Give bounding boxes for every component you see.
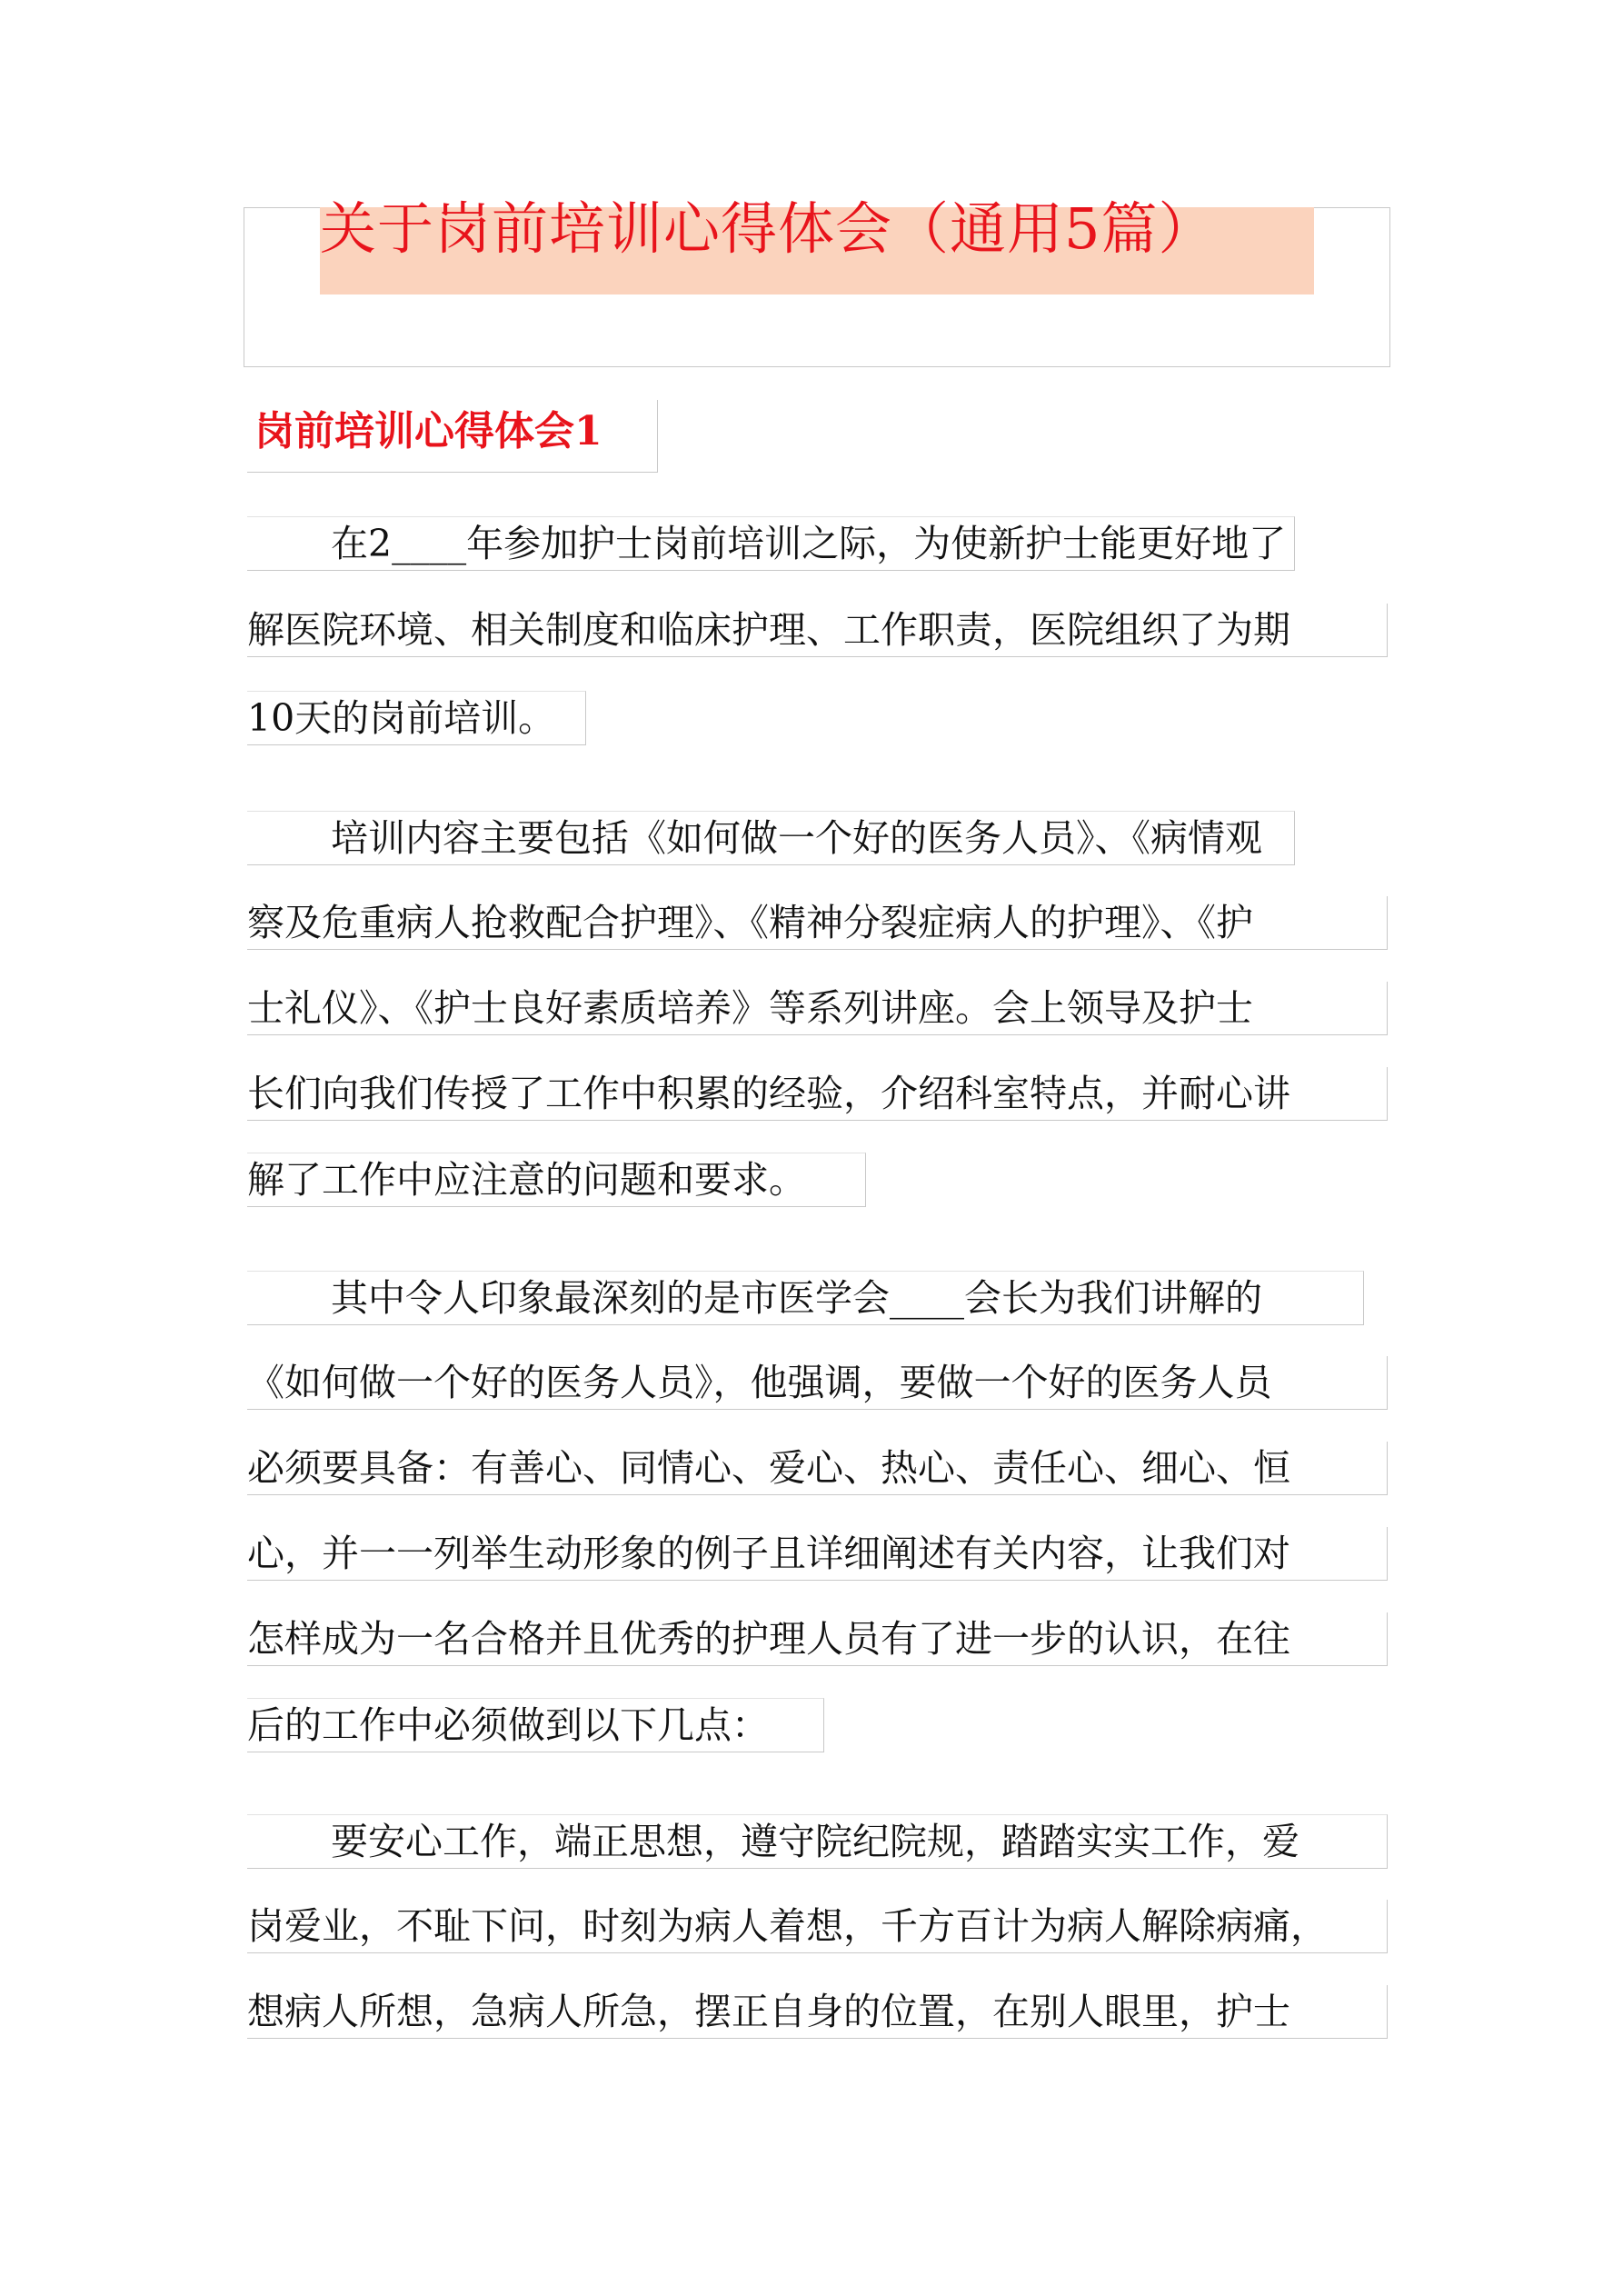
paragraph-line: 其中令人印象最深刻的是市医学会____会长为我们讲解的 — [247, 1271, 1364, 1325]
paragraph-line: 怎样成为一名合格并且优秀的护理人员有了进一步的认识，在往 — [247, 1612, 1388, 1666]
paragraph-line: 心，并一一列举生动形象的例子且详细阐述有关内容，让我们对 — [247, 1527, 1388, 1581]
paragraph-line: 长们向我们传授了工作中积累的经验，介绍科室特点，并耐心讲 — [247, 1067, 1388, 1121]
paragraph-line: 察及危重病人抢救配合护理》、《精神分裂症病人的护理》、《护 — [247, 896, 1388, 950]
paragraph-line: 必须要具备：有善心、同情心、爱心、热心、责任心、细心、恒 — [247, 1442, 1388, 1495]
paragraph-line: 士礼仪》、《护士良好素质培养》等系列讲座。会上领导及护士 — [247, 982, 1388, 1035]
paragraph-line: 要安心工作，端正思想，遵守院纪院规，踏踏实实工作，爱 — [247, 1814, 1388, 1869]
paragraph-line: 10天的岗前培训。 — [247, 691, 586, 745]
paragraph-line: 想病人所想，急病人所急，摆正自身的位置，在别人眼里，护士 — [247, 1985, 1388, 2039]
paragraph-line: 培训内容主要包括《如何做一个好的医务人员》、《病情观 — [247, 811, 1295, 865]
paragraph-line: 在2____年参加护士岗前培训之际，为使新护士能更好地了 — [247, 516, 1295, 571]
paragraph-line: 岗爱业，不耻下问，时刻为病人着想，千方百计为病人解除病痛， — [247, 1900, 1388, 1953]
paragraph-line: 《如何做一个好的医务人员》，他强调，要做一个好的医务人员 — [247, 1356, 1388, 1410]
paragraph-line: 后的工作中必须做到以下几点： — [247, 1698, 824, 1752]
paragraph-line: 解了工作中应注意的问题和要求。 — [247, 1153, 866, 1207]
paragraph-line: 解医院环境、相关制度和临床护理、工作职责，医院组织了为期 — [247, 604, 1388, 657]
document-title: 关于岗前培训心得体会（通用5篇） — [320, 195, 1216, 262]
section-heading: 岗前培训心得体会1 — [247, 400, 658, 473]
